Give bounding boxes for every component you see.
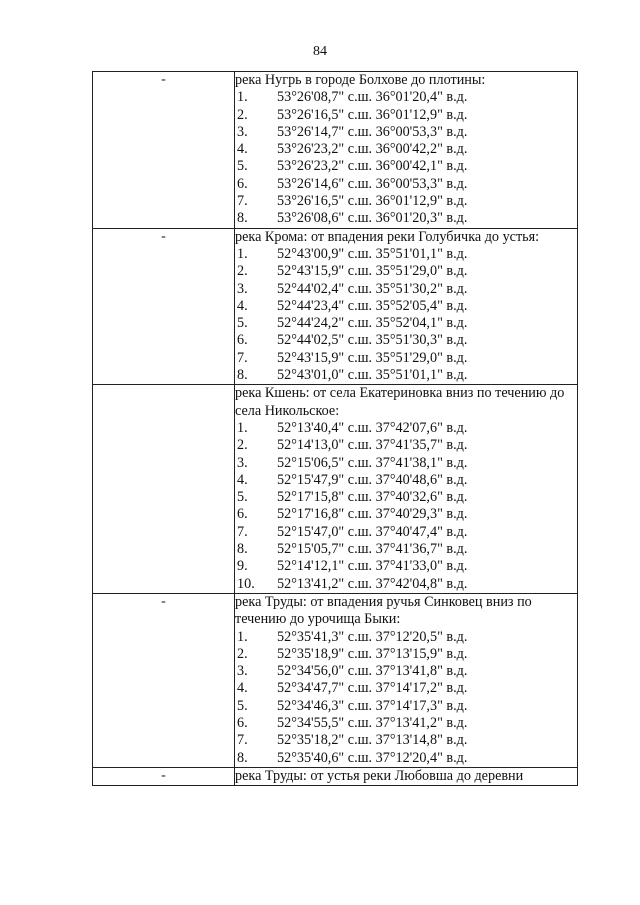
coordinate-value: 53°26'23,2" с.ш. 36°00'42,1" в.д.	[277, 158, 468, 175]
coordinate-number: 9.	[237, 558, 248, 575]
row-marker-cell	[93, 593, 235, 767]
coordinate-item	[235, 332, 577, 349]
coordinate-item	[235, 107, 577, 124]
coordinate-item	[235, 576, 577, 593]
coordinate-value: 52°13'40,4" с.ш. 37°42'07,6" в.д.	[277, 419, 468, 436]
coordinate-value: 52°43'15,9" с.ш. 35°51'29,0" в.д.	[277, 349, 468, 366]
coordinate-value: 52°43'01,0" с.ш. 35°51'01,1" в.д.	[277, 367, 468, 384]
coordinate-item	[235, 176, 577, 193]
coordinate-value: 52°44'02,4" с.ш. 35°51'30,2" в.д.	[277, 280, 468, 297]
coordinate-value: 52°34'46,3" с.ш. 37°14'17,3" в.д.	[277, 697, 468, 714]
coordinate-value: 52°34'55,5" с.ш. 37°13'41,2" в.д.	[277, 714, 468, 731]
coordinate-number: 3.	[237, 663, 248, 680]
coordinate-number: 2.	[237, 437, 248, 454]
coordinate-item	[235, 141, 577, 158]
row-marker: -	[161, 767, 166, 783]
table-row	[93, 767, 578, 785]
coordinate-item	[235, 350, 577, 367]
coordinate-value: 52°15'47,9" с.ш. 37°40'48,6" в.д.	[277, 471, 468, 488]
coordinate-item	[235, 680, 577, 697]
coordinate-number: 4.	[237, 680, 248, 697]
row-marker: -	[161, 228, 166, 244]
coordinate-item	[235, 715, 577, 732]
coordinate-item	[235, 124, 577, 141]
row-marker-wrap	[93, 594, 234, 610]
coordinate-value: 52°35'40,6" с.ш. 37°12'20,4" в.д.	[277, 749, 468, 766]
coordinate-item	[235, 193, 577, 210]
coordinate-value: 52°43'00,9" с.ш. 35°51'01,1" в.д.	[277, 245, 468, 262]
coordinate-number: 5.	[237, 158, 248, 175]
coordinate-number: 3.	[237, 123, 248, 140]
coordinate-item	[235, 455, 577, 472]
coordinate-item	[235, 298, 577, 315]
coordinate-number: 6.	[237, 506, 248, 523]
coordinate-value: 52°15'47,0" с.ш. 37°40'47,4" в.д.	[277, 523, 468, 540]
river-title: река Труды: от впадения ручья Синковец вниз по течению до урочища Быки:	[235, 593, 532, 628]
table-body	[93, 72, 578, 786]
river-title: река Труды: от устья реки Любовша до деревни	[235, 767, 524, 784]
row-marker-wrap	[93, 72, 234, 88]
river-description-cell	[235, 767, 578, 785]
coordinate-value: 52°15'05,7" с.ш. 37°41'36,7" в.д.	[277, 541, 468, 558]
coordinate-value: 52°44'02,5" с.ш. 35°51'30,3" в.д.	[277, 332, 468, 349]
coordinate-number: 5.	[237, 315, 248, 332]
table-row	[93, 72, 578, 229]
coordinate-value: 52°35'18,9" с.ш. 37°13'15,9" в.д.	[277, 645, 468, 662]
coordinate-number: 7.	[237, 523, 248, 540]
river-description-cell	[235, 72, 578, 229]
coordinate-number: 1.	[237, 89, 248, 106]
coordinate-number: 4.	[237, 297, 248, 314]
coordinate-item	[235, 210, 577, 227]
coordinate-item	[235, 646, 577, 663]
coordinate-number: 8.	[237, 367, 248, 384]
coordinate-number: 2.	[237, 645, 248, 662]
coordinate-value: 52°17'16,8" с.ш. 37°40'29,3" в.д.	[277, 506, 468, 523]
coordinate-value: 52°44'23,4" с.ш. 35°52'05,4" в.д.	[277, 297, 468, 314]
coordinate-item	[235, 489, 577, 506]
coordinate-value: 52°14'13,0" с.ш. 37°41'35,7" в.д.	[277, 437, 468, 454]
row-marker-cell	[93, 72, 235, 229]
coordinate-value: 52°44'24,2" с.ш. 35°52'04,1" в.д.	[277, 315, 468, 332]
coordinate-item	[235, 158, 577, 175]
coordinate-number: 6.	[237, 714, 248, 731]
coordinate-item	[235, 663, 577, 680]
coordinate-value: 53°26'08,6" с.ш. 36°01'20,3" в.д.	[277, 210, 468, 227]
coordinate-number: 1.	[237, 628, 248, 645]
coordinate-number: 5.	[237, 697, 248, 714]
coordinate-number: 8.	[237, 541, 248, 558]
coordinate-value: 53°26'08,7" с.ш. 36°01'20,4" в.д.	[277, 89, 468, 106]
coordinate-number: 4.	[237, 141, 248, 158]
row-marker-wrap	[93, 229, 234, 245]
coordinate-number: 8.	[237, 210, 248, 227]
coordinate-value: 52°34'47,7" с.ш. 37°14'17,2" в.д.	[277, 680, 468, 697]
coordinate-item	[235, 541, 577, 558]
coordinate-item	[235, 420, 577, 437]
coordinate-value: 52°17'15,8" с.ш. 37°40'32,6" в.д.	[277, 489, 468, 506]
coordinate-value: 52°43'15,9" с.ш. 35°51'29,0" в.д.	[277, 263, 468, 280]
row-marker-cell	[93, 767, 235, 785]
coordinate-value: 53°26'23,2" с.ш. 36°00'42,2" в.д.	[277, 141, 468, 158]
row-marker: -	[161, 593, 166, 609]
coordinate-number: 6.	[237, 332, 248, 349]
coordinate-number: 1.	[237, 419, 248, 436]
coordinate-value: 53°26'14,7" с.ш. 36°00'53,3" в.д.	[277, 123, 468, 140]
row-marker-wrap	[93, 768, 234, 784]
coordinate-item	[235, 732, 577, 749]
coordinate-item	[235, 472, 577, 489]
coordinate-item	[235, 629, 577, 646]
coordinate-number: 7.	[237, 732, 248, 749]
coordinate-item	[235, 750, 577, 767]
coordinate-number: 3.	[237, 280, 248, 297]
coordinate-item	[235, 281, 577, 298]
coordinate-item	[235, 506, 577, 523]
coordinate-number: 8.	[237, 749, 248, 766]
coordinate-number: 4.	[237, 471, 248, 488]
coordinate-item	[235, 698, 577, 715]
coordinate-number: 1.	[237, 245, 248, 262]
river-title: река Крома: от впадения реки Голубичка до устья:	[235, 228, 540, 245]
coordinate-item	[235, 246, 577, 263]
river-description-cell	[235, 593, 578, 767]
coordinate-value: 53°26'16,5" с.ш. 36°01'12,9" в.д.	[277, 193, 468, 210]
row-marker-cell	[93, 385, 235, 594]
coordinate-value: 52°35'18,2" с.ш. 37°13'14,8" в.д.	[277, 732, 468, 749]
page-number: 84	[313, 44, 327, 59]
coordinate-number: 7.	[237, 193, 248, 210]
coordinate-number: 6.	[237, 175, 248, 192]
coordinate-number: 2.	[237, 263, 248, 280]
coordinate-item	[235, 524, 577, 541]
coordinate-number: 7.	[237, 349, 248, 366]
row-marker-cell	[93, 228, 235, 385]
coordinate-item	[235, 315, 577, 332]
coordinate-number: 10.	[237, 575, 255, 592]
coordinates-table	[92, 71, 578, 786]
river-title: река Кшень: от села Екатериновка вниз по течению до села Никольское:	[235, 385, 565, 419]
coordinate-value: 52°13'41,2" с.ш. 37°42'04,8" в.д.	[277, 575, 468, 592]
coordinate-item	[235, 263, 577, 280]
coordinate-item	[235, 89, 577, 106]
river-description-cell	[235, 228, 578, 385]
row-marker: -	[161, 72, 166, 87]
coordinate-value: 52°15'06,5" с.ш. 37°41'38,1" в.д.	[277, 454, 468, 471]
coordinate-value: 52°34'56,0" с.ш. 37°13'41,8" в.д.	[277, 663, 468, 680]
river-title: река Нугрь в городе Болхове до плотины:	[235, 72, 486, 88]
table-row	[93, 228, 578, 385]
coordinate-value: 53°26'16,5" с.ш. 36°01'12,9" в.д.	[277, 106, 468, 123]
table-row	[93, 385, 578, 594]
table-row	[93, 593, 578, 767]
coordinate-value: 52°35'41,3" с.ш. 37°12'20,5" в.д.	[277, 628, 468, 645]
river-description-cell	[235, 385, 578, 594]
coordinate-value: 53°26'14,6" с.ш. 36°00'53,3" в.д.	[277, 175, 468, 192]
coordinate-value: 52°14'12,1" с.ш. 37°41'33,0" в.д.	[277, 558, 468, 575]
coordinate-number: 5.	[237, 489, 248, 506]
coordinate-number: 2.	[237, 106, 248, 123]
coordinate-item	[235, 558, 577, 575]
coordinate-item	[235, 367, 577, 384]
coordinate-number: 3.	[237, 454, 248, 471]
coordinate-item	[235, 437, 577, 454]
